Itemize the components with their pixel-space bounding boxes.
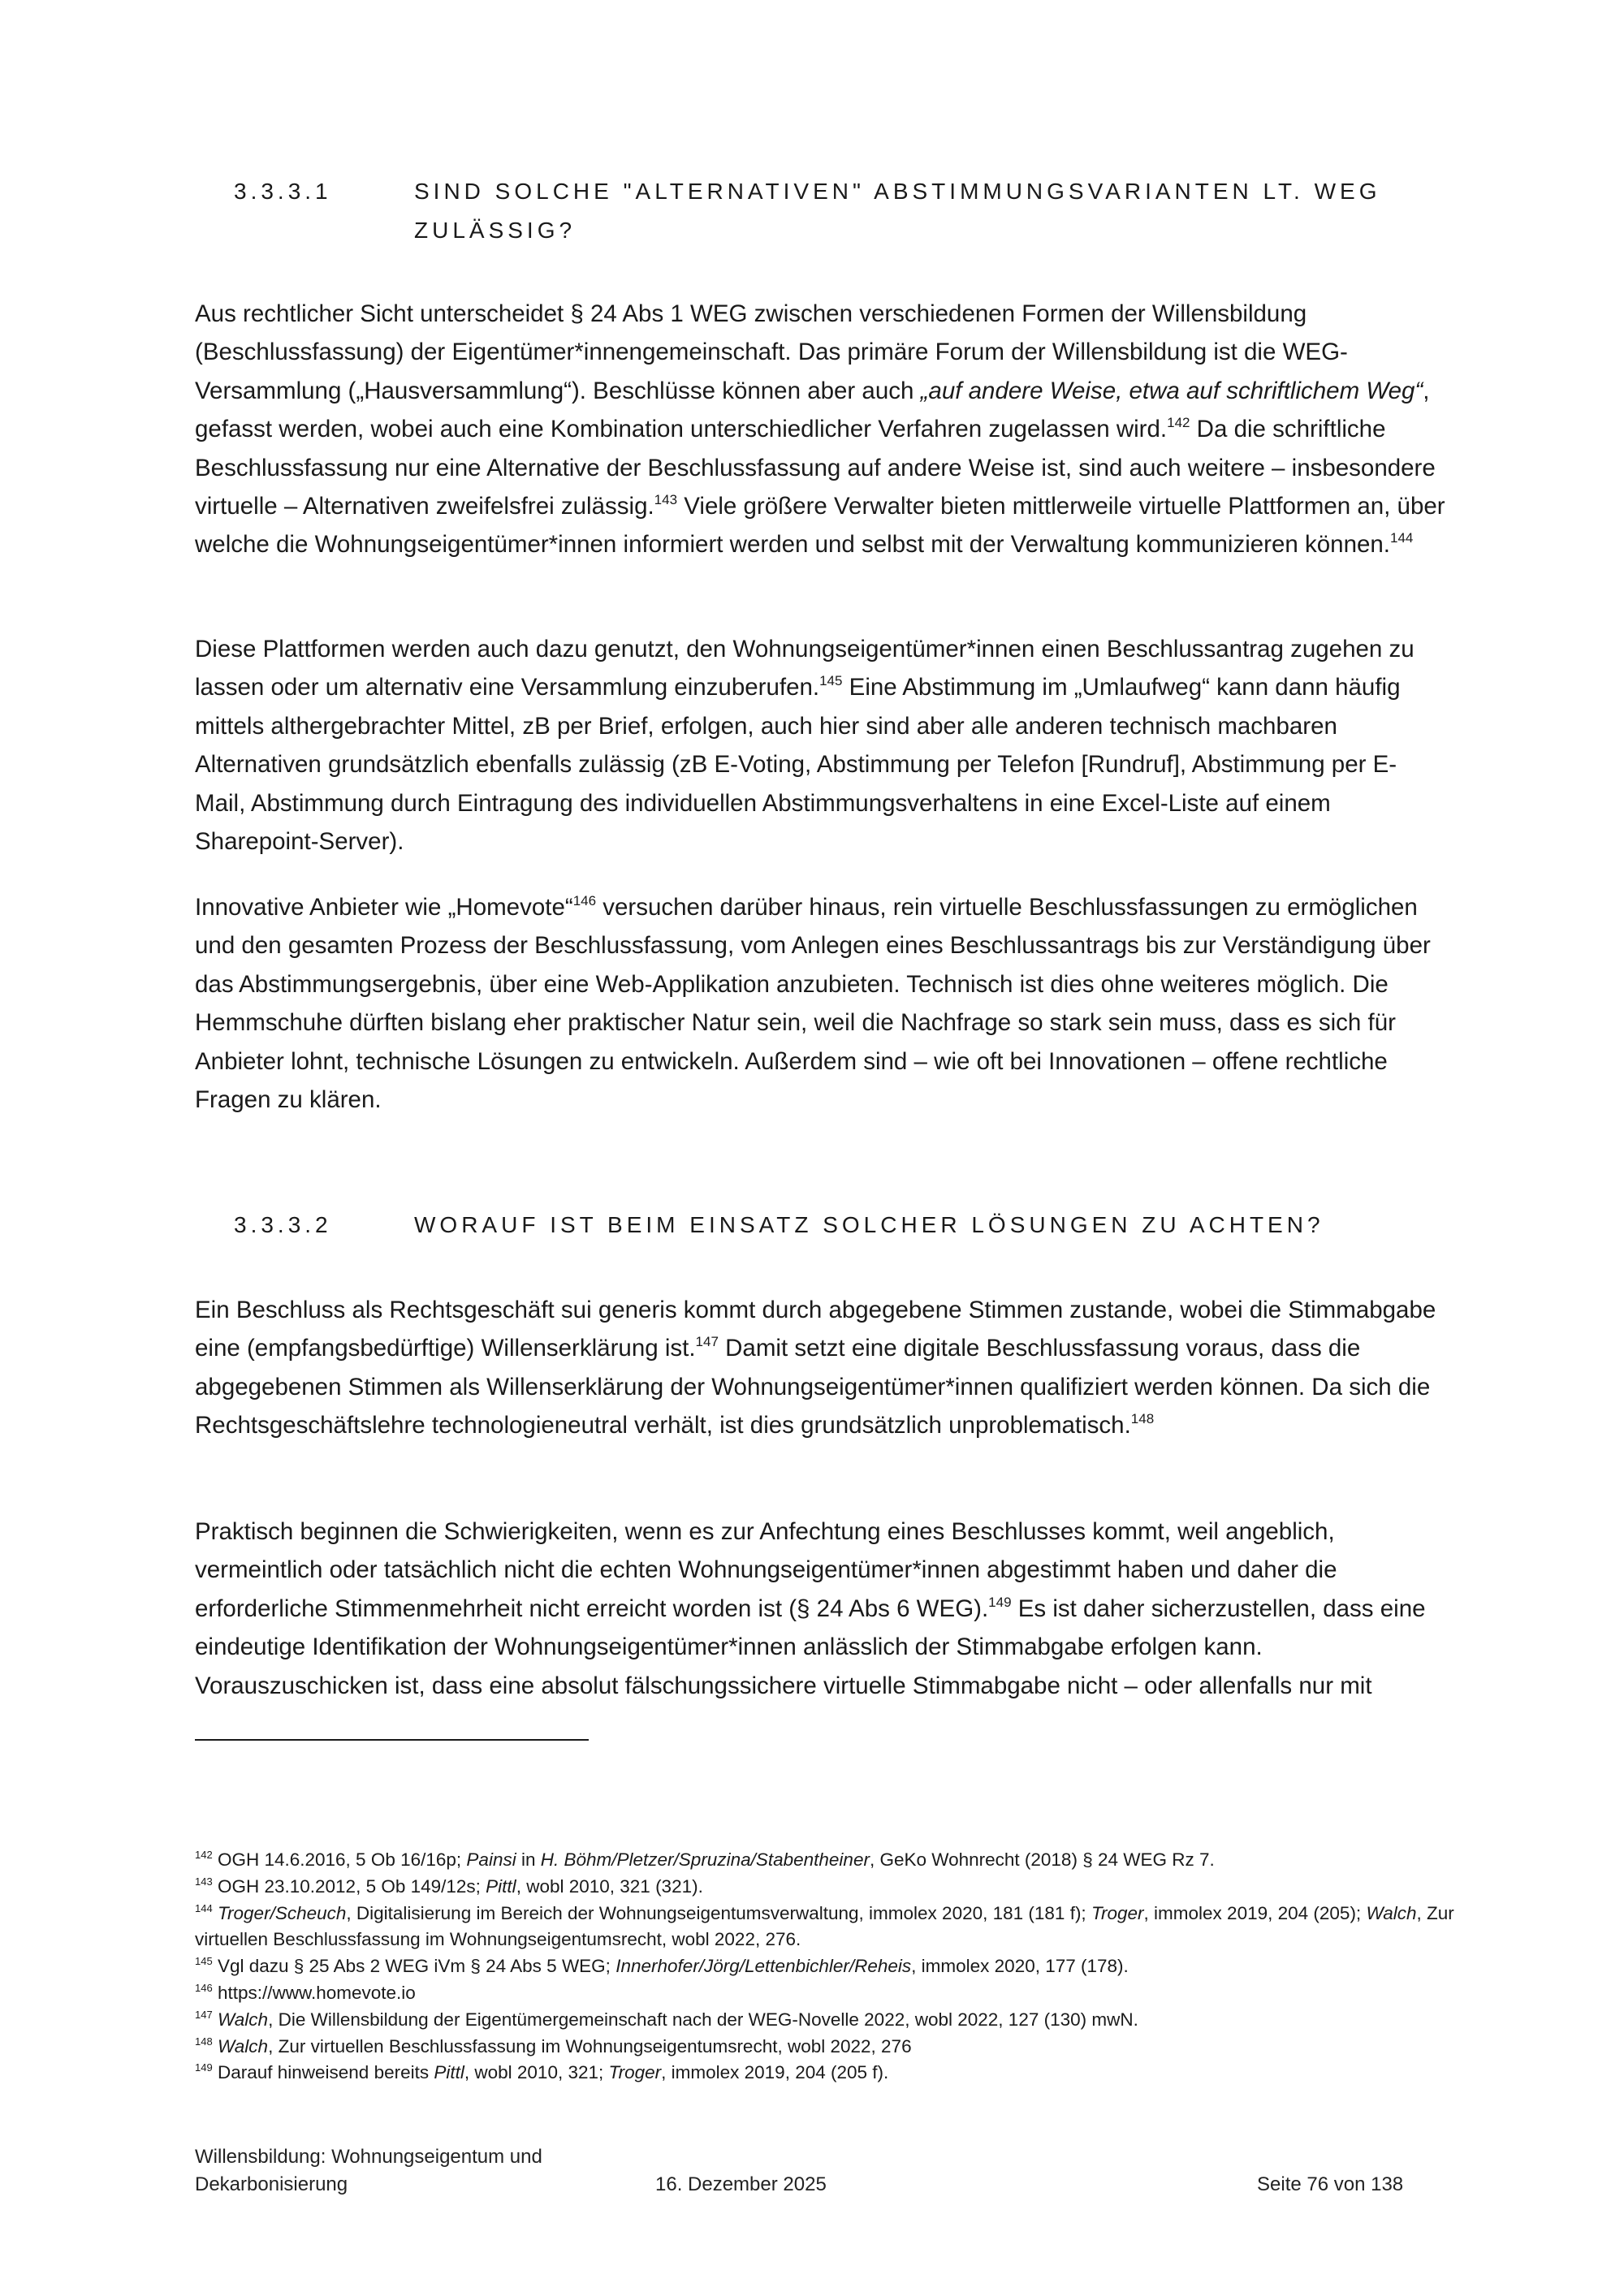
footer-document-title: Willensbildung: Wohnungseigentum und Dekarbonisierung xyxy=(195,2146,542,2195)
footnote: $^{145}$ Vgl dazu § 25 Abs 2 WEG iVm § 24 Abs 5 WEG; Innerhofer/Jörg/Lettenbichler/Reheis, immolex 2020, 177 (178). xyxy=(195,1955,1129,1977)
footnote-ref[interactable]: 144 xyxy=(1390,530,1414,546)
footnote: $^{148}$ Walch, Zur virtuellen Beschlussfassung im Wohnungseigentumsrecht, wobl 2022, 276 xyxy=(195,2035,912,2056)
paragraph-text: Praktisch beginnen die Schwierigkeiten, wenn es zur Anfechtung eines Beschlusses kommt, weil angeblich, vermeintlich oder tatsächlich nicht die echten Wohnungseigentümer*innen abgestimmt haben und daher die erforderliche Stimmenmehrheit nicht erreicht worden ist (§ 24 Abs 6 WEG).$^{149}$ Es ist daher sicherzustellen, dass eine eindeutige Identifikation der Wohnungseigentümer*innen anlässlich der Stimmabgabe erfolgen kann. Vorauszuschicken ist, dass eine absolut fälschungssichere virtuelle Stimmabgabe nicht – oder allenfalls nur mit xyxy=(195,1518,1426,1699)
paragraph-text: Ein Beschluss als Rechtsgeschäft sui generis kommt durch abgegebene Stimmen zustande, wobei die Stimmabgabe eine (empfangsbedürftige) Willenserklärung ist.$^{147}$ Damit setzt eine digitale Beschlussfassung voraus, dass die abgegebenen Stimmen als Willenserklärung der Wohnungseigentümer*innen qualifiziert werden können. Da sich die Rechtsgeschäftslehre technologieneutral verhält, ist dies grundsätzlich unproblematisch.$^{148}$ xyxy=(195,1297,1436,1439)
section-heading xyxy=(234,172,1419,250)
paragraph xyxy=(195,888,1445,1119)
footnote: $^{149}$ Darauf hinweisend bereits Pittl, wobl 2010, 321; Troger, immolex 2019, 204 (205 f). xyxy=(195,2061,889,2083)
footnote-ref[interactable]: 146 xyxy=(572,893,597,908)
footer-date: 16. Dezember 2025 xyxy=(655,2173,827,2195)
section-title: WORAUF IST BEIM EINSATZ SOLCHER LÖSUNGEN ZU ACHTEN? xyxy=(414,1212,1324,1237)
paragraph-text: Aus rechtlicher Sicht unterscheidet § 24 Abs 1 WEG zwischen verschiedenen Formen der Willensbildung (Beschlussfassung) der Eigentümer*innengemeinschaft. Das primäre Forum der Willensbildung ist die WEG-Versammlung („Hausversammlung“). Beschlüsse können aber auch „auf andere Weise, etwa auf schriftlichem Weg“, gefasst werden, wobei auch eine Kombination unterschiedlicher Verfahren zugelassen wird.$^{142}$ Da die schriftliche Beschlussfassung nur eine Alternative der Beschlussfassung auf andere Weise ist, sind auch weitere – insbesondere virtuelle – Alternativen zweifelsfrei zulässig.$^{143}$ Viele größere Verwalter bieten mittlerweile virtuelle Plattformen an, über welche die Wohnungseigentümer*innen informiert werden und selbst mit der Verwaltung kommunizieren können.$^{144}$ xyxy=(195,300,1445,559)
footnote: $^{143}$ OGH 23.10.2012, 5 Ob 149/12s; Pittl, wobl 2010, 321 (321). xyxy=(195,1875,703,1897)
footnotes xyxy=(195,1847,1462,2087)
paragraph-text: Innovative Anbieter wie „Homevote“$^{146}$ versuchen darüber hinaus, rein virtuelle Beschlussfassungen zu ermöglichen und den gesamten Prozess der Beschlussfassung, vom Anlegen eines Beschlussantrags bis zur Verständigung über das Abstimmungsergebnis, über eine Web-Applikation anzubieten. Technisch ist dies ohne weiteres möglich. Die Hemmschuhe dürften bislang eher praktischer Natur sein, weil die Nachfrage so stark sein muss, dass es sich für Anbieter lohnt, technische Lösungen zu entwickeln. Außerdem sind – wie oft bei Innovationen – offene rechtliche Fragen zu klären. xyxy=(195,893,1431,1114)
footnote: $^{142}$ OGH 14.6.2016, 5 Ob 16/16p; Painsi in H. Böhm/Pletzer/Spruzina/Stabentheiner, GeKo Wohnrecht (2018) § 24 WEG Rz 7. xyxy=(195,1849,1215,1870)
footer-page-number: Seite 76 von 138 xyxy=(1257,2173,1404,2195)
paragraph xyxy=(195,630,1445,861)
footnote-ref[interactable]: 148 xyxy=(1130,1411,1155,1427)
quote-italic: „auf andere Weise, etwa auf schriftlichem Weg“ xyxy=(920,377,1423,404)
paragraph xyxy=(195,1513,1445,1705)
footnote-separator xyxy=(195,1739,589,1741)
section-title: SIND SOLCHE "ALTERNATIVEN" ABSTIMMUNGSVARIANTEN LT. WEG ZULÄSSIG? xyxy=(414,179,1381,243)
paragraph xyxy=(195,1291,1445,1445)
section-number: 3.3.3.2 xyxy=(234,1212,332,1237)
footnote: $^{146}$ https://www.homevote.io xyxy=(195,1981,416,2003)
footnote-ref[interactable]: 149 xyxy=(988,1594,1012,1610)
section-heading xyxy=(234,1206,1419,1245)
footnote-ref[interactable]: 147 xyxy=(695,1334,719,1350)
section-number: 3.3.3.1 xyxy=(234,179,332,204)
footnote-link[interactable]: https://www.homevote.io xyxy=(212,1982,416,2003)
paragraph xyxy=(195,295,1445,564)
footnote: $^{144}$ Troger/Scheuch, Digitalisierung im Bereich der Wohnungseigentumsverwaltung, immolex 2020, 181 (181 f); Troger, immolex 2019, 204 (205); Walch, Zur virtuellen Beschlussfassung im Wohnungseigentumsrecht, wobl 2022, 276. xyxy=(195,1901,1454,1950)
paragraph-text: Diese Plattformen werden auch dazu genutzt, den Wohnungseigentümer*innen einen Beschlussantrag zugehen zu lassen oder um alternativ eine Versammlung einzuberufen.$^{145}$ Eine Abstimmung im „Umlaufweg“ kann dann häufig mittels althergebrachter Mittel, zB per Brief, erfolgen, auch hier sind aber alle anderen technisch machbaren Alternativen grundsätzlich ebenfalls zulässig (zB E-Voting, Abstimmung per Telefon [Rundruf], Abstimmung per E-Mail, Abstimmung durch Eintragung des individuellen Abstimmungsverhaltens in eine Excel-Liste auf einem Sharepoint-Server). xyxy=(195,636,1415,856)
footnote: $^{147}$ Walch, Die Willensbildung der Eigentümergemeinschaft nach der WEG-Novelle 2022, wobl 2022, 127 (130) mwN. xyxy=(195,2008,1138,2030)
footnote-ref[interactable]: 142 xyxy=(1167,415,1190,431)
footnote-ref[interactable]: 143 xyxy=(654,492,678,508)
footnote-ref[interactable]: 145 xyxy=(819,673,843,689)
